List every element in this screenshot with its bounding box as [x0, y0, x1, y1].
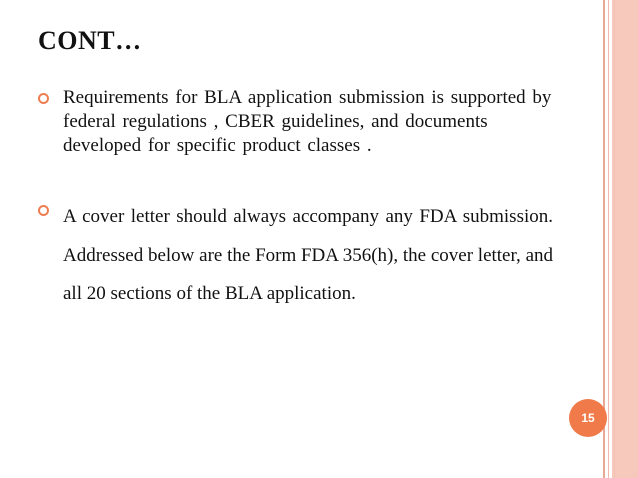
hollow-circle-bullet-icon	[38, 205, 49, 216]
page-number-badge: 15	[569, 399, 607, 437]
decorative-band-line	[608, 0, 609, 478]
decorative-side-band	[612, 0, 638, 478]
slide-title: CONT…	[38, 26, 142, 55]
decorative-band-line	[614, 0, 615, 478]
hollow-circle-bullet-icon	[38, 93, 49, 104]
bullet-text: Requirements for BLA application submission is supported by federal regulations , CBER guidelines, and documents developed for specific product classes .	[63, 87, 552, 156]
bullet-text: A cover letter should always accompany any FDA submission. Addressed below are the Form FDA 356(h), the cover letter, and all 20 sections of the BLA application.	[63, 206, 553, 304]
